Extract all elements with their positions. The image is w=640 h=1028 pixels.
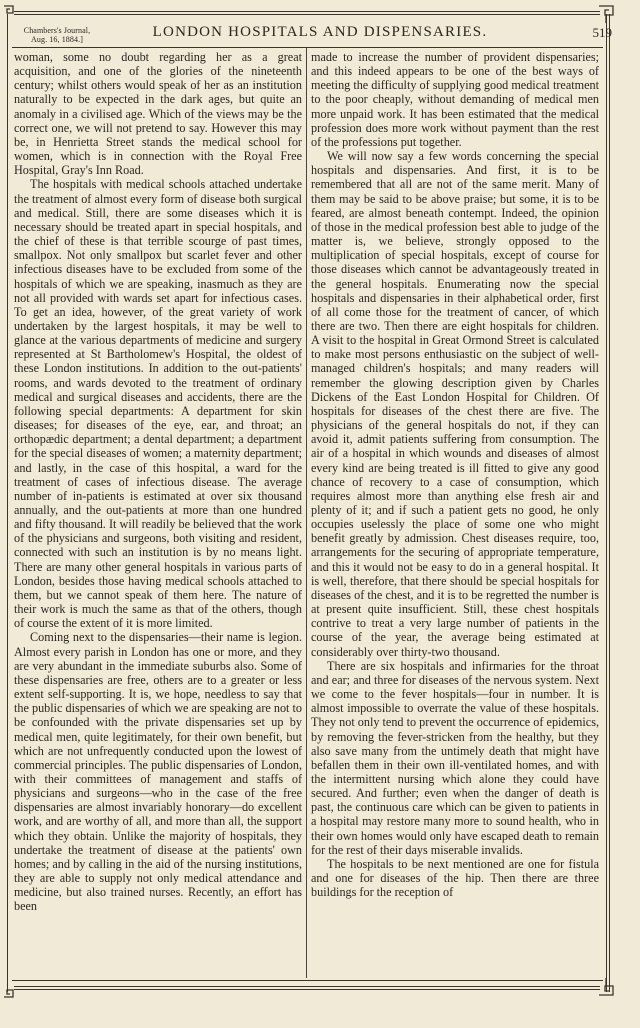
frame-top-line-inner bbox=[14, 14, 600, 15]
running-head-date: Aug. 16, 1884.] bbox=[31, 35, 83, 44]
running-head-journal: Chambers's Journal, bbox=[23, 26, 91, 35]
right-column bbox=[311, 50, 599, 976]
paragraph: Coming next to the dispensaries—their name is legion. Almost every parish in London has one or more, and they are very abundant in the immediate suburbs also. Some of these dispensaries are free, others are to a greater or less extent self-supporting. It is, we hope, needless to say that the public dispensaries of which we are speaking are not to be confounded with the private dispensaries set up by medical men, quite legitimately, for their own benefit, but which are not unfrequently conducted upon the lowest of commercial principles. The public dispensaries of London, with their committees of management and staffs of physicians and surgeons—who in the case of the free dispensaries are almost invariably honorary—do excellent work, and are worthy of all, and more than all, the support which they obtain. Unlike the majority of hospitals, they undertake the treatment of disease at the patients' own homes; and by calling in the aid of the nursing institutions, they are able to supply not only medical attendance and medicine, but also trained nurses. Recently, an effort has been bbox=[14, 630, 302, 914]
frame-top-line bbox=[14, 11, 600, 12]
frame-corner-ornament-top-left bbox=[1, 3, 23, 25]
page-title: LONDON HOSPITALS AND DISPENSARIES. bbox=[152, 24, 488, 40]
paragraph: made to increase the number of provident dispensaries; and this indeed appears to be one of the best ways of meeting the difficulty of supplying good medical treatment to the poor cheaply, without demanding of medical men more unpaid work. It has been estimated that the medical profession does more work without payment than the rest of the professions put together. bbox=[311, 50, 599, 149]
frame-corner-ornament-top-right bbox=[595, 3, 617, 25]
left-column bbox=[14, 50, 302, 976]
paragraph: We will now say a few words concerning the special hospitals and dispensaries. And first, it is to be remembered that all are not of the same merit. Many of them may be said to be above praise; but some, it is to be feared, are almost beneath contempt. Indeed, the opinion of those in the medical profession best able to judge of the matter is, we believe, strongly opposed to the multiplication of special hospitals, except of course for those diseases which cannot be advantageously treated in the general hospitals. Enumerating now the special hospitals and dispensaries in their alphabetical order, first of all come those for the treatment of cancer, of which there are two. Then there are eight hospitals for children. A visit to the hospital in Great Ormond Street is calculated to make most persons enthusiastic on the subject of well-managed children's hospitals; and many readers will remember the glowing description given by Charles Dickens of the East London Hospital for Children. Of hospitals for diseases of the chest there are five. The physicians of the general hospitals do not, if they can avoid it, admit patients suffering from consumption. The air of a hospital in which wounds and diseases of almost every kind are being treated is ill fitted to give any good chance of recovery to a case of consumption, which requires almost more than anything else fresh air and plenty of it; and if such a patient gets no good, he only occupies uselessly the place of some one who might benefit greatly by admission. Chest diseases require, too, arrangements for the securing of appropriate temperature, and this it would not be easy to do in a general hospital. It is well, therefore, that there should be special hospitals for diseases of the chest, and it is to be regretted the number is at present quite insufficient. Still, these chest hospitals contrive to treat a very large number of patients in the course of the year, the average being estimated at considerably over thirty-two thousand. bbox=[311, 149, 599, 659]
paragraph: The hospitals to be next mentioned are one for fistula and one for diseases of the hip. Then there are three buildings for the reception of bbox=[311, 856, 599, 900]
footer-rule bbox=[12, 980, 603, 981]
paragraph: woman, some no doubt regarding her as a great acquisition, and one of the glories of the nineteenth century; whilst others would speak of her as an institution naturally to be expected in the dark ages, but quite an anomaly in a civilised age. Which of the views may be the correct one, we will not pretend to say. However this may be, in Henrietta Street stands the medical school for women, which is in connection with the Royal Free Hospital, Gray's Inn Road. bbox=[14, 50, 302, 178]
frame-right-line bbox=[606, 14, 607, 992]
paragraph: There are six hospitals and infirmaries for the throat and ear; and three for diseases of the nervous system. Next we come to the fever hospitals—four in number. It is almost impossible to overrate the value of these hospitals. They not only tend to prevent the occurrence of epidemics, by removing the fever-stricken from the healthy, but they also save many from the untimely death that might have befallen them in their own ill-ventilated homes, and with the intermittent nursing which alone they could have secured. And further; even when the danger of death is past, the continuous care which can be given to patients in a hospital may restore many more to sound health, who in their own homes would only have escaped death to remain for the rest of their days miserable invalids. bbox=[311, 658, 599, 857]
frame-bottom-line bbox=[14, 986, 600, 987]
frame-right-line-inner bbox=[609, 14, 610, 992]
header-rule bbox=[12, 47, 603, 48]
frame-corner-ornament-bottom-left bbox=[1, 978, 23, 1000]
frame-left-line bbox=[7, 14, 8, 992]
running-head bbox=[12, 26, 102, 44]
page-number: 519 bbox=[592, 25, 612, 40]
frame-bottom-line-inner bbox=[14, 989, 600, 990]
paragraph: The hospitals with medical schools attached undertake the treatment of almost every form of disease both surgical and medical. Still, there are some diseases which it is necessary should be treated apart in special hospitals, and the chief of these is that terrible scourge of past times, smallpox. Not only smallpox but scarlet fever and other infectious diseases have to be excluded from some of the hospitals of which we are speaking, inasmuch as they are not all provided with wards set apart for infectious cases. To get an idea, however, of the great variety of work undertaken by the largest hospitals, it may be well to glance at the various departments of medicine and surgery represented at St Bartholomew's Hospital, the oldest of these London institutions. In addition to the out-patients' rooms, and wards devoted to the treatment of ordinary medical and surgical diseases and accidents, there are the following special departments: A department for skin diseases; for diseases of the eye, ear, and throat; an orthopædic department; a dental department; a department for the special diseases of women; a maternity department; and lastly, in the case of this hospital, a ward for the treatment of cases of infectious disease. The average number of in-patients is estimated at over six thousand annually, and the out-patients at more than one hundred and fifty thousand. It will readily be believed that the work of the physicians and surgeons, both visiting and resident, connected with such an institution is by no means light. There are many other general hospitals in various parts of London, besides those having medical schools attached to them, but we cannot speak of them here. The nature of their work is much the same as that of the others, though of course the extent of it is more limited. bbox=[14, 177, 302, 631]
column-divider bbox=[306, 48, 307, 978]
